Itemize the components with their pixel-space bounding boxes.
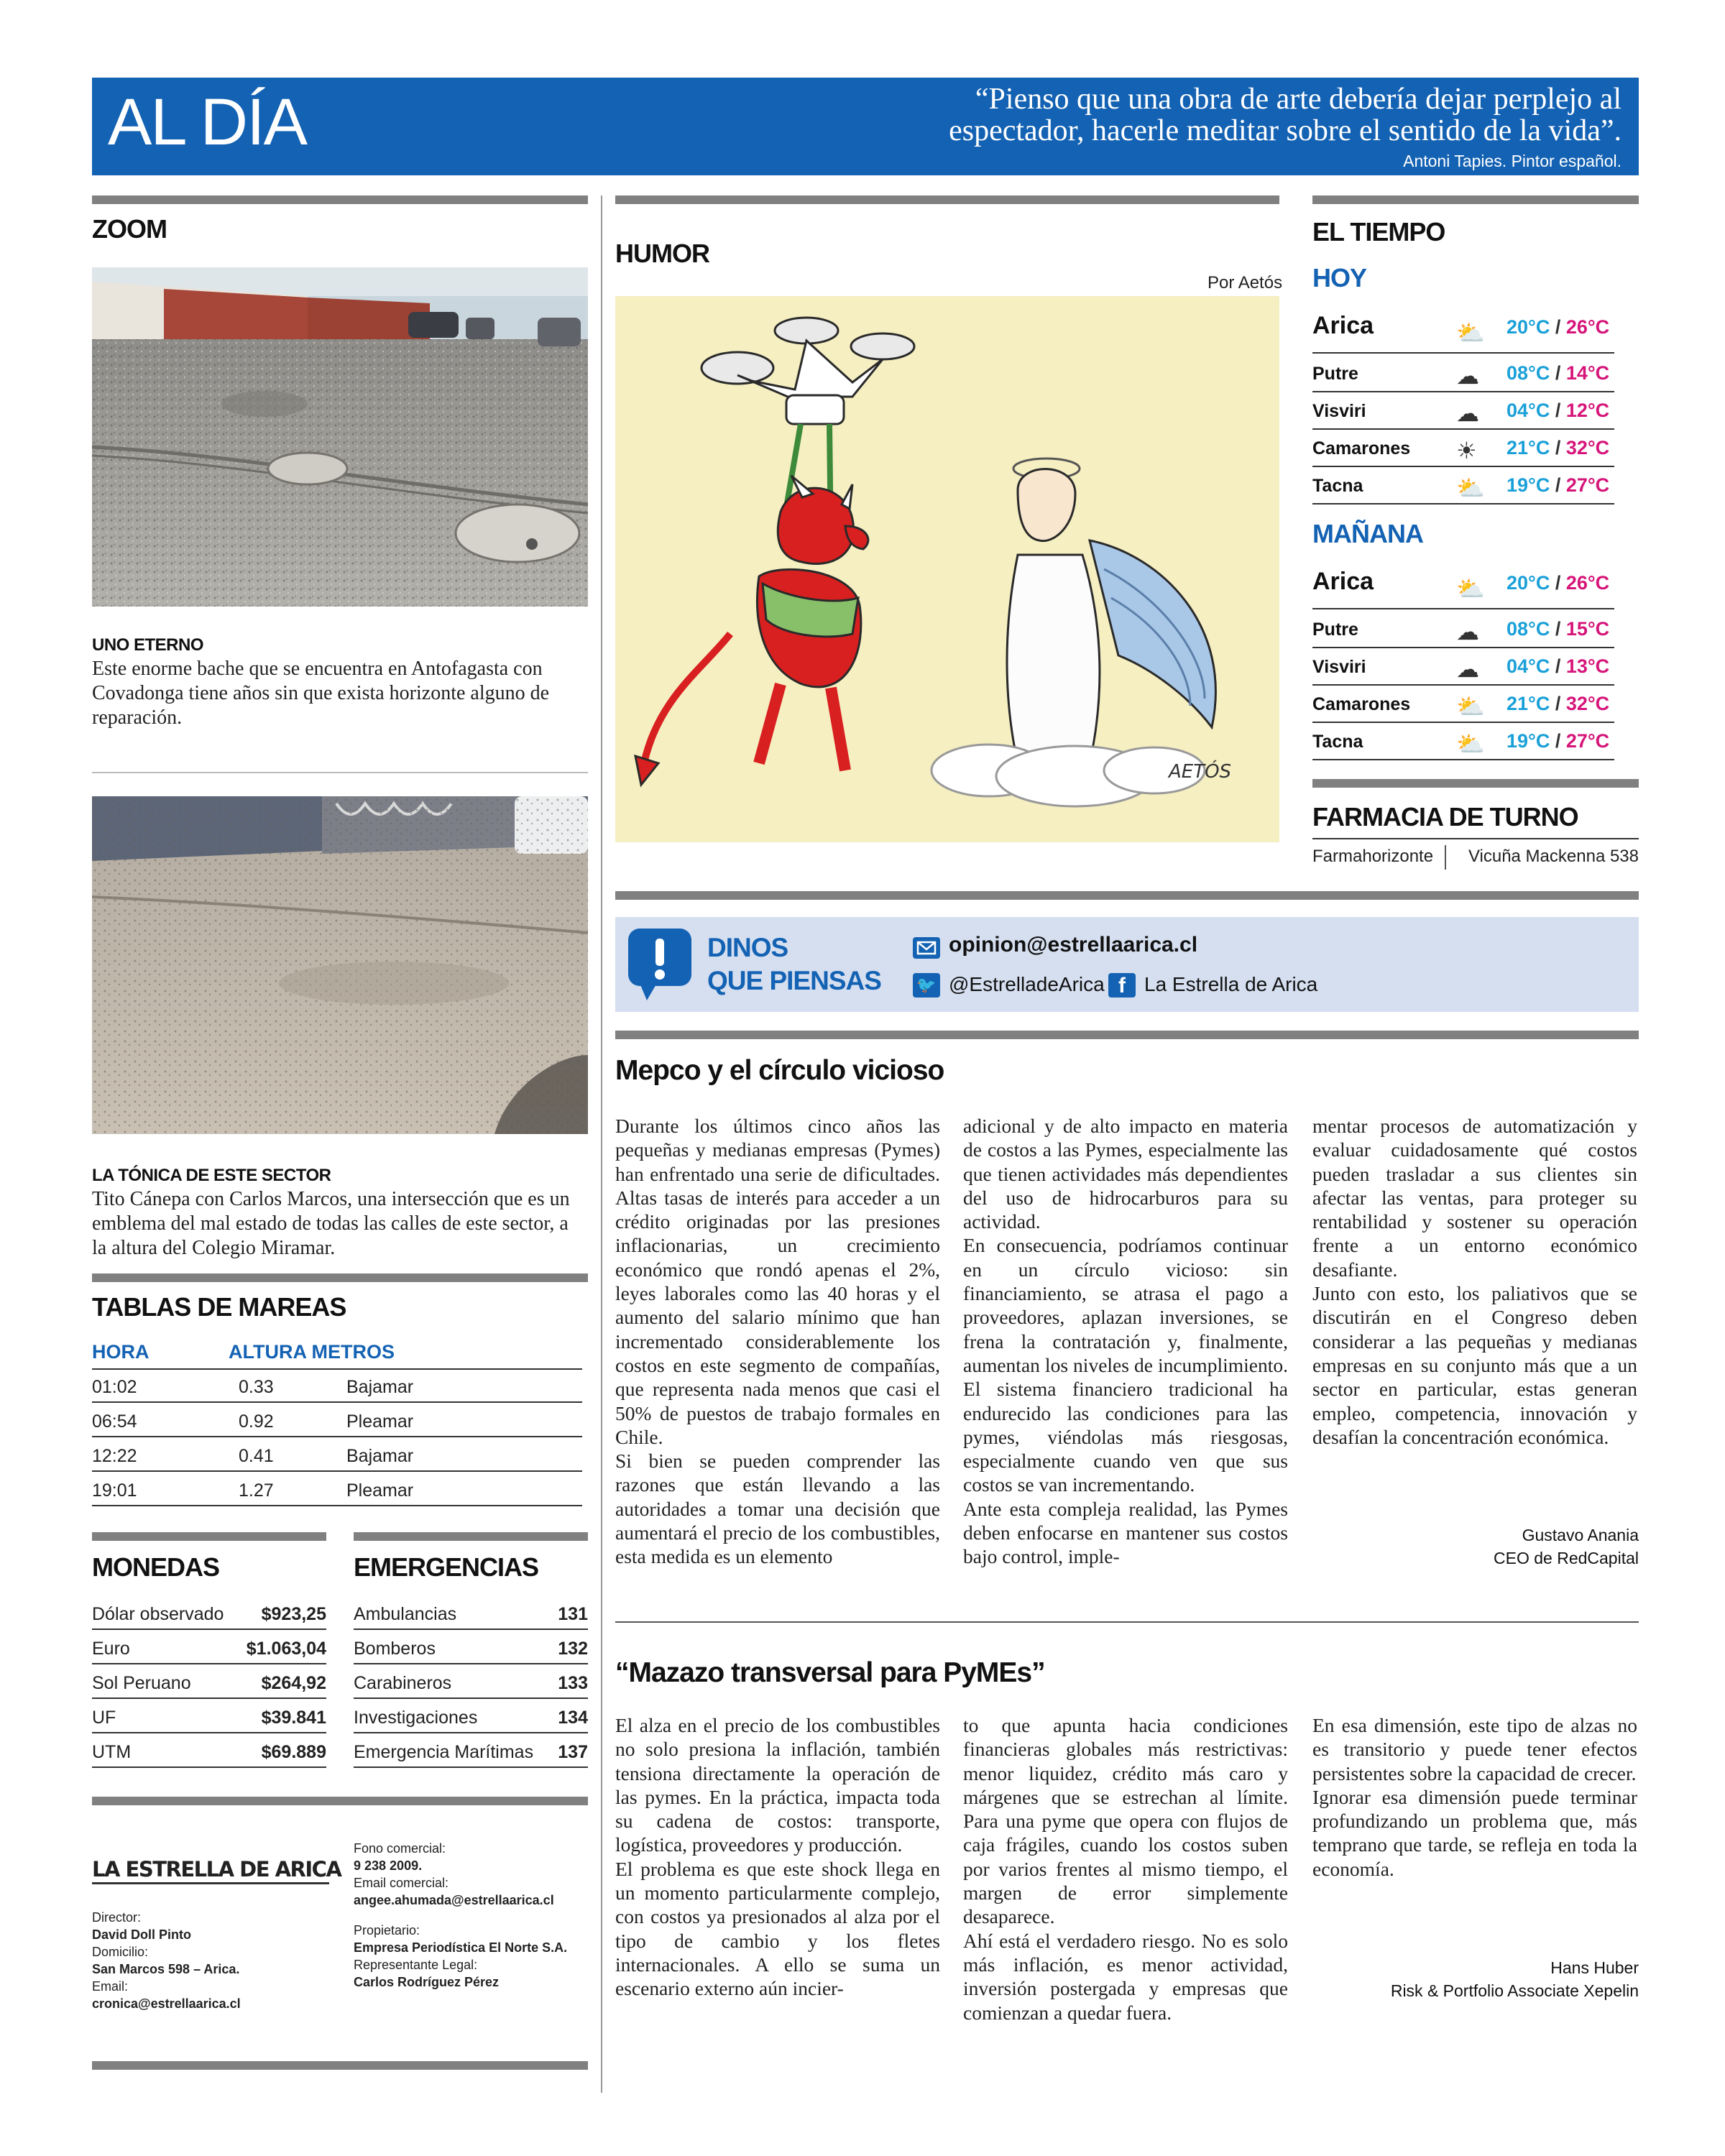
author-role: CEO de RedCapital <box>1494 1549 1639 1567</box>
tides-col-hora: HORA <box>92 1341 150 1363</box>
temp-sep: / <box>1550 655 1566 677</box>
divider-bar <box>92 1532 326 1541</box>
quote-author: Antoni Tapies. Pintor español. <box>1403 152 1622 170</box>
divider-bar <box>92 1797 588 1805</box>
cloudy-icon: ☁ <box>1456 363 1479 389</box>
temp-min: 20°C <box>1506 316 1550 338</box>
table-row <box>92 1631 326 1664</box>
article-2-headline: “Mazazo transversal para PyMEs” <box>615 1657 1045 1688</box>
temp-sep: / <box>1550 730 1566 752</box>
tides-title: TABLAS DE MAREAS <box>92 1292 346 1322</box>
temp-min: 04°C <box>1506 400 1550 421</box>
temp-sep: / <box>1550 572 1566 594</box>
weather-row <box>1312 392 1614 430</box>
paragraph: El problema es que este shock llega en un momento particularmente complejo, con costos ya presionados al alza por el tipo de cambio y los fletes internacionales. A ello se suma un escenario externo aún incier- <box>615 1857 940 2000</box>
paragraph: El alza en el precio de los combustibles no solo presiona la inflación, también tensiona directamente la operación de las pymes. En la práctica, impacta toda su cadena de costos: transporte, logística, proveedores y producción. <box>615 1714 940 1856</box>
currency-name: Dólar observado <box>92 1604 224 1624</box>
dinos-line-2: QUE PIENSAS <box>707 966 881 995</box>
currency-value: $1.063,04 <box>246 1639 326 1659</box>
tide-height: 0.92 <box>239 1411 274 1432</box>
table-row <box>354 1597 588 1630</box>
email-commercial[interactable]: angee.ahumada@estrellaarica.cl <box>354 1893 554 1907</box>
temp-min: 20°C <box>1506 572 1550 594</box>
label: Fono comercial: <box>354 1841 446 1856</box>
temps <box>1506 400 1609 422</box>
weather-tomorrow-label: MAÑANA <box>1312 519 1423 548</box>
tide-type: Pleamar <box>346 1480 414 1501</box>
cloudy-icon: ☁ <box>1456 619 1479 645</box>
temp-max: 13°C <box>1565 655 1610 677</box>
currency-name: Sol Peruano <box>92 1673 191 1693</box>
divider-line <box>1312 838 1639 839</box>
address: San Marcos 598 – Arica. <box>92 1962 240 1976</box>
opinion-email[interactable]: opinion@estrellaarica.cl <box>949 933 1198 957</box>
logo-text: LA ESTRELLA DE ARICA <box>92 1857 341 1881</box>
masthead-left <box>92 1909 241 2012</box>
temps <box>1506 618 1609 640</box>
article-2-signature <box>1391 1956 1639 2002</box>
temp-min: 19°C <box>1506 730 1550 752</box>
photo-2-caption-title: LA TÓNICA DE ESTE SECTOR <box>92 1166 331 1185</box>
email-icon <box>913 937 940 959</box>
dinos-line-1: DINOS <box>707 933 788 962</box>
city: Camarones <box>1312 438 1411 459</box>
table-row <box>92 1439 582 1472</box>
partly-sunny-icon: ⛅ <box>1456 475 1485 501</box>
article-1-headline: Mepco y el círculo vicioso <box>615 1055 944 1086</box>
author-name: Gustavo Anania <box>1522 1526 1639 1544</box>
tides-col-altura: ALTURA METROS <box>229 1341 395 1363</box>
table-row <box>92 1473 582 1506</box>
temp-sep: / <box>1550 437 1566 459</box>
temp-sep: / <box>1550 693 1566 714</box>
label: Representante Legal: <box>354 1958 478 1972</box>
partly-sunny-icon: ⛅ <box>1456 576 1485 602</box>
divider-bar <box>615 891 1639 900</box>
currency-name: Euro <box>92 1639 130 1659</box>
emergency-name: Bomberos <box>354 1639 436 1659</box>
temps <box>1506 437 1609 459</box>
tide-height: 0.33 <box>239 1377 274 1397</box>
director: David Doll Pinto <box>92 1927 192 1942</box>
emergency-number: 131 <box>558 1604 588 1624</box>
tide-height: 0.41 <box>239 1446 274 1466</box>
paragraph: adicional y de alto impacto en materia de costos a las Pymes, especialmente las que tienen actividades más dependientes del uso de hidrocarburos para su actividad. <box>963 1115 1288 1233</box>
zoom-photo-1 <box>92 267 588 607</box>
partly-sunny-icon: ⛅ <box>1456 731 1485 757</box>
table-row <box>92 1597 326 1630</box>
article-1-col-2 <box>963 1114 1288 1569</box>
humor-cartoon <box>615 296 1279 842</box>
paragraph: Ante esta compleja realidad, las Pymes deben enfocarse en mantener sus costos bajo control, imple- <box>963 1497 1288 1568</box>
humor-byline: Por Aetós <box>1208 273 1283 292</box>
city: Putre <box>1312 619 1358 640</box>
temp-min: 19°C <box>1506 474 1550 496</box>
currency-value: $69.889 <box>261 1742 326 1762</box>
temp-sep: / <box>1550 362 1566 384</box>
city: Tacna <box>1312 732 1363 752</box>
divider-line <box>92 772 588 773</box>
photo-2-caption: Tito Cánepa con Carlos Marcos, una intersección que es un emblema del mal estado de todas las calles de este sector, a la altura del Colegio Miramar. <box>92 1188 570 1259</box>
emergency-name: Carabineros <box>354 1673 452 1693</box>
divider-bar <box>354 1532 588 1541</box>
temp-min: 21°C <box>1506 693 1550 714</box>
temp-max: 27°C <box>1565 474 1610 496</box>
pharmacy-title: FARMACIA DE TURNO <box>1312 802 1578 831</box>
divider-bar <box>92 1273 588 1282</box>
sunny-icon: ☀ <box>1456 438 1477 464</box>
humor-title: HUMOR <box>615 239 709 268</box>
divider <box>1445 845 1446 870</box>
tide-time: 01:02 <box>92 1377 137 1397</box>
author-name: Hans Huber <box>1550 1958 1639 1977</box>
divider-bar <box>615 195 1279 204</box>
currency-name: UTM <box>92 1742 132 1762</box>
emergency-number: 137 <box>558 1742 588 1762</box>
emergency-number: 133 <box>558 1673 588 1693</box>
quote-line-2: espectador, hacerle meditar sobre el sentido de la vida”. <box>949 114 1622 147</box>
temps <box>1506 362 1609 384</box>
pharmacy-address: Vicuña Mackenna 538 <box>1468 847 1639 866</box>
temp-min: 08°C <box>1506 362 1550 384</box>
owner: Empresa Periodística El Norte S.A. <box>354 1940 568 1955</box>
weather-row <box>1312 355 1614 392</box>
label: Email comercial: <box>354 1876 449 1890</box>
cartoon-signature: AETÓS <box>1169 761 1232 783</box>
cloudy-icon: ☁ <box>1456 656 1479 682</box>
label: Email: <box>92 1979 129 1994</box>
temps <box>1506 474 1609 497</box>
paragraph: Si bien se pueden comprender las razones que están llevando a las autoridades a tomar una decisión que aumentará el precio de los combustibles, esta medida es un elemento <box>615 1450 940 1568</box>
weather-today-label: HOY <box>1312 263 1367 292</box>
divider-line <box>615 1621 1639 1623</box>
paragraph: Durante los últimos cinco años las pequeñas y medianas empresas (Pymes) han enfrentado una serie de dificultades. Altas tasas de interés para acceder a un crédito originadas por las presiones inflacionarias, un crecimiento económico que rondó apenas el 2%, leyes laborales como las 40 horas y el aumento del salario mínimo que han incrementado considerablemente los costos en este segmento de compañías, que representa nada menos que casi el 50% de puestos de trabajo formales en Chile. <box>615 1115 940 1448</box>
newspaper-logo <box>92 1856 341 1884</box>
temps <box>1506 693 1609 715</box>
temp-min: 08°C <box>1506 618 1550 640</box>
table-row <box>92 1370 582 1403</box>
zoom-photo-2 <box>92 796 588 1134</box>
currencies-title: MONEDAS <box>92 1552 220 1582</box>
temp-max: 26°C <box>1565 316 1610 338</box>
table-row <box>92 1735 326 1768</box>
author-role: Risk & Portfolio Associate Xepelin <box>1390 1981 1639 2000</box>
paragraph: En consecuencia, podríamos continuar en un círculo vicioso: sin financiamiento, se atrasa el pago a proveedores, aplazan inversiones, se frena la contratación y, finalmente, aumentan los niveles de incumplimiento. El sistema financiero tradicional ha endurecido las condiciones para las pymes, viéndolas más riesgosas, especialmente cuando ven que sus costos se van incrementando. <box>963 1234 1288 1496</box>
article-2-col-2 <box>963 1713 1288 2024</box>
temp-max: 32°C <box>1565 437 1610 459</box>
tide-time: 06:54 <box>92 1411 137 1432</box>
label: Domicilio: <box>92 1945 149 1959</box>
temp-sep: / <box>1550 618 1566 640</box>
table-row <box>354 1631 588 1664</box>
quote-line-1: “Pienso que una obra de arte debería dejar perplejo al <box>975 83 1622 116</box>
phone: 9 238 2009. <box>354 1858 423 1873</box>
partly-sunny-icon: ⛅ <box>1456 694 1485 719</box>
contact-banner <box>615 917 1639 1012</box>
article-1-col-3 <box>1312 1114 1637 1449</box>
table-row <box>354 1735 588 1768</box>
currency-value: $923,25 <box>261 1604 326 1624</box>
divider-bar <box>1312 779 1639 788</box>
cloudy-icon: ☁ <box>1456 400 1479 426</box>
paragraph: Junto con esto, los paliativos que se discutirán en el Congreso deben considerar a las pequeñas y medianas empresas en su conjunto más que a un sector en particular, estas generan empleo, competencia, innovación y desafían la concentración económica. <box>1312 1282 1637 1448</box>
paragraph: to que apunta hacia condiciones financieras globales más restrictivas: menor liquidez, crédito más caro y márgenes que se estrechan al límite. Para una pyme que opera con flujos de caja frágiles, cuando los costos suben por varios frentes al mismo tiempo, el margen de error simplemente desaparece. <box>963 1714 1288 1928</box>
emergency-name: Investigaciones <box>354 1708 478 1728</box>
tide-time: 12:22 <box>92 1446 137 1466</box>
pharmacy-name: Farmahorizonte <box>1312 847 1434 866</box>
dinos-title <box>707 931 881 998</box>
temp-sep: / <box>1550 400 1566 421</box>
legal-rep: Carlos Rodríguez Pérez <box>354 1975 500 1989</box>
table-row <box>354 1666 588 1699</box>
tide-height: 1.27 <box>239 1480 274 1501</box>
temps <box>1506 655 1609 678</box>
emergency-name: Emergencia Marítimas <box>354 1742 534 1762</box>
article-2-col-3 <box>1312 1713 1637 1881</box>
twitter-icon: 🐦 <box>913 973 940 998</box>
photo-1-caption-title: UNO ETERNO <box>92 635 204 655</box>
photo-1-caption: Este enorme bache que se encuentra en Antofagasta con Covadonga tiene años sin que exista horizonte alguno de reparación. <box>92 658 550 729</box>
city: Camarones <box>1312 694 1411 714</box>
partly-sunny-icon: ⛅ <box>1456 320 1485 346</box>
tide-type: Bajamar <box>346 1377 414 1397</box>
temp-max: 26°C <box>1565 572 1610 594</box>
temps <box>1506 730 1609 752</box>
article-2-col-1 <box>615 1713 940 2001</box>
emergency-number: 134 <box>558 1708 588 1728</box>
paragraph: Ignorar esa dimensión puede terminar profundizando un problema que, más temprano que tarde, se refleja en toda la economía. <box>1312 1785 1637 1880</box>
paragraph: En esa dimensión, este tipo de alzas no es transitorio y puede tener efectos persistentes sobre la capacidad de crecer. <box>1312 1714 1637 1784</box>
temp-max: 15°C <box>1565 618 1610 640</box>
temps <box>1506 316 1609 338</box>
emergencies-title: EMERGENCIAS <box>354 1552 539 1582</box>
currency-name: UF <box>92 1708 116 1728</box>
section-header <box>92 78 1639 175</box>
section-title: AL DÍA <box>108 86 307 159</box>
label: Director: <box>92 1910 142 1925</box>
temp-max: 27°C <box>1565 730 1610 752</box>
city: Tacna <box>1312 476 1363 496</box>
facebook-page[interactable]: La Estrella de Arica <box>1144 973 1318 995</box>
tide-type: Pleamar <box>346 1411 414 1432</box>
article-1-col-1 <box>615 1114 940 1569</box>
masthead-right <box>354 1840 567 1991</box>
temp-sep: / <box>1550 316 1566 338</box>
twitter-handle[interactable]: @EstrelladeArica <box>949 973 1105 995</box>
divider-bar <box>92 2061 588 2070</box>
tide-type: Bajamar <box>346 1446 414 1466</box>
weather-row <box>1312 611 1614 648</box>
city: Arica <box>1312 568 1374 595</box>
city: Arica <box>1312 312 1374 339</box>
weather-row <box>1312 309 1614 354</box>
header-quote <box>759 83 1622 147</box>
temp-min: 04°C <box>1506 655 1550 677</box>
article-1-signature <box>1494 1524 1639 1570</box>
zoom-title: ZOOM <box>92 214 167 244</box>
speech-bubble-icon <box>625 926 694 1003</box>
table-row <box>354 1700 588 1733</box>
table-row <box>92 1404 582 1437</box>
currency-value: $264,92 <box>261 1673 326 1693</box>
weather-row <box>1312 430 1614 467</box>
table-row <box>92 1666 326 1699</box>
city: Visviri <box>1312 657 1366 677</box>
weather-row <box>1312 686 1614 723</box>
divider-bar <box>615 1031 1639 1039</box>
temp-max: 14°C <box>1565 362 1610 384</box>
weather-row <box>1312 723 1614 760</box>
weather-row <box>1312 467 1614 505</box>
weather-row <box>1312 565 1614 609</box>
divider-bar <box>92 195 588 204</box>
city: Visviri <box>1312 401 1366 421</box>
currency-value: $39.841 <box>261 1708 326 1728</box>
weather-row <box>1312 648 1614 686</box>
paragraph: Ahí está el verdadero riesgo. No es solo más inflación, es menor actividad, inversión postergada y empresas que comienzan a quedar fuera. <box>963 1929 1288 2024</box>
paragraph: mentar procesos de automatización y evaluar cuidadosamente qué costos pueden trasladar a sus clientes sin afectar las ventas, para proteger su rentabilidad y sostener su operación frente a un entorno económico desafiante. <box>1312 1115 1637 1281</box>
temp-min: 21°C <box>1506 437 1550 459</box>
email[interactable]: cronica@estrellaarica.cl <box>92 1996 241 2011</box>
temp-max: 12°C <box>1565 400 1610 421</box>
temp-max: 32°C <box>1565 693 1610 714</box>
facebook-icon: f <box>1108 973 1136 998</box>
weather-title: EL TIEMPO <box>1312 217 1445 247</box>
table-row <box>92 1700 326 1733</box>
city: Putre <box>1312 364 1358 384</box>
temps <box>1506 572 1609 594</box>
temp-sep: / <box>1550 474 1566 496</box>
tide-time: 19:01 <box>92 1480 137 1501</box>
label: Propietario: <box>354 1923 420 1938</box>
column-rule <box>601 195 602 2093</box>
emergency-number: 132 <box>558 1639 588 1659</box>
emergency-name: Ambulancias <box>354 1604 457 1624</box>
divider-bar <box>1312 195 1639 204</box>
